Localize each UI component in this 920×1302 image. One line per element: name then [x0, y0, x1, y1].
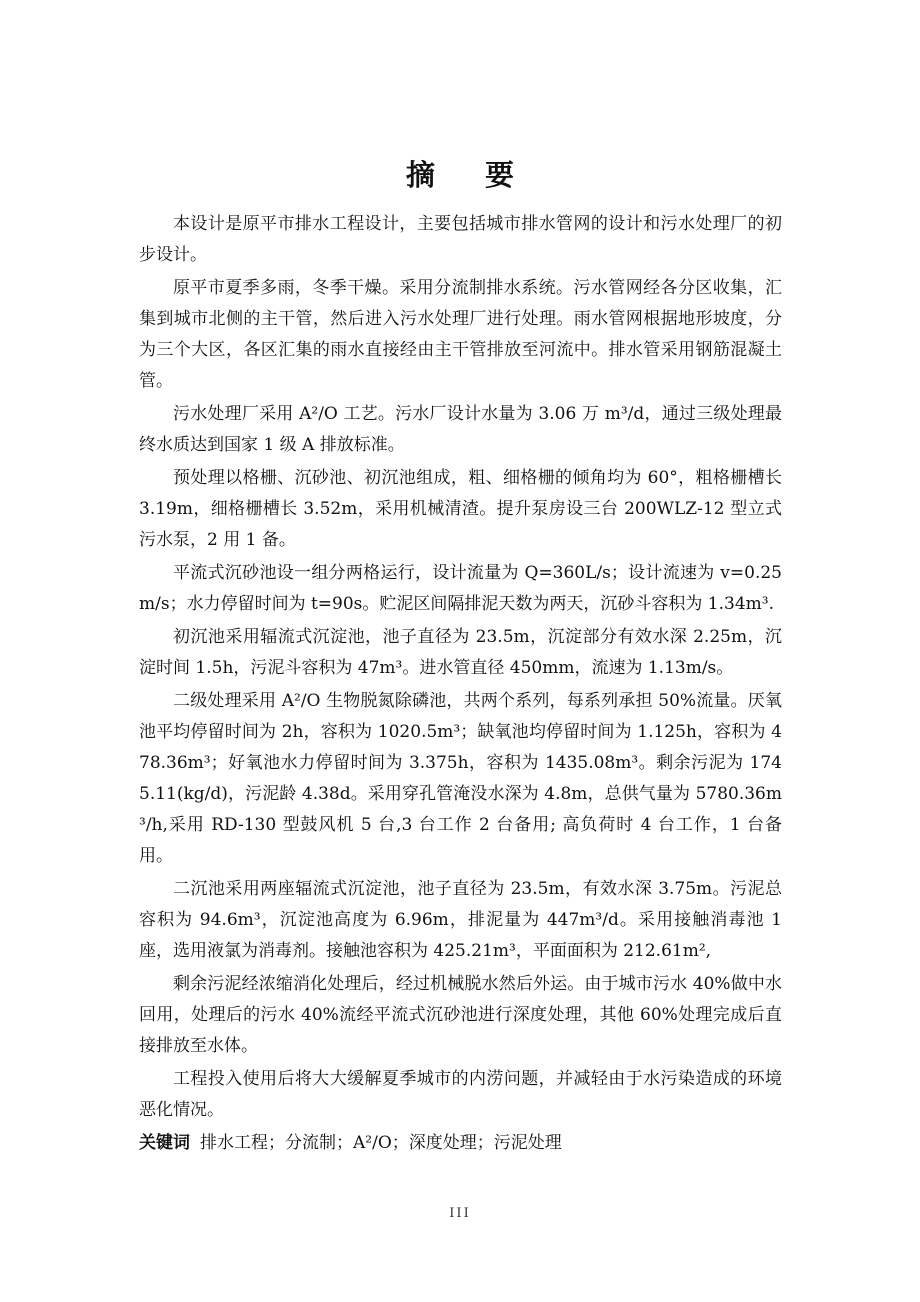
keywords-line — [139, 1128, 782, 1159]
keywords-label: 关键词 — [139, 1133, 190, 1153]
keywords-text: 排水工程；分流制；A²/O；深度处理；污泥处理 — [200, 1133, 562, 1153]
abstract-paragraph-4: 预处理以格栅、沉砂池、初沉池组成，粗、细格栅的倾角均为 60°，粗格栅槽长 3.19m，细格栅槽长 3.52m，采用机械清渣。提升泵房设三台 200WLZ-12 型立式污水泵，2 用 1 备。 — [139, 468, 782, 550]
abstract-paragraph-10: 工程投入使用后将大大缓解夏季城市的内涝问题，并减轻由于水污染造成的环境恶化情况。 — [139, 1069, 782, 1120]
abstract-paragraph-9: 剩余污泥经浓缩消化处理后，经过机械脱水然后外运。由于城市污水 40%做中水回用，处理后的污水 40%流经平流式沉砂池进行深度处理，其他 60%处理完成后直接排放至水体。 — [139, 974, 782, 1056]
page-number: III — [449, 1206, 471, 1221]
abstract-paragraph-1: 本设计是原平市排水工程设计，主要包括城市排水管网的设计和污水处理厂的初步设计。 — [139, 214, 782, 265]
abstract-paragraph-5: 平流式沉砂池设一组分两格运行，设计流量为 Q=360L/s；设计流速为 v=0.25m/s；水力停留时间为 t=90s。贮泥区间隔排泥天数为两天，沉砂斗容积为 1.34m³. — [139, 563, 782, 614]
abstract-body — [139, 209, 782, 1159]
abstract-paragraph-2: 原平市夏季多雨，冬季干燥。采用分流制排水系统。污水管网经各分区收集，汇集到城市北侧的主干管，然后进入污水处理厂进行处理。雨水管网根据地形坡度，分为三个大区，各区汇集的雨水直接经由主干管排放至河流中。排水管采用钢筋混凝土管。 — [139, 278, 782, 391]
abstract-paragraph-6: 初沉池采用辐流式沉淀池，池子直径为 23.5m，沉淀部分有效水深 2.25m，沉淀时间 1.5h，污泥斗容积为 47m³。进水管直径 450mm，流速为 1.13m/s。 — [139, 627, 782, 678]
abstract-paragraph-3: 污水处理厂采用 A²/O 工艺。污水厂设计水量为 3.06 万 m³/d，通过三级处理最终水质达到国家 1 级 A 排放标准。 — [139, 404, 782, 455]
abstract-title: 摘 要 — [405, 158, 535, 192]
abstract-paragraph-8: 二沉池采用两座辐流式沉淀池，池子直径为 23.5m，有效水深 3.75m。污泥总容积为 94.6m³，沉淀池高度为 6.96m，排泥量为 447m³/d。采用接触消毒池 1 座，选用液氯为消毒剂。接触池容积为 425.21m³，平面面积为 212.61m², — [139, 879, 782, 961]
abstract-paragraph-7: 二级处理采用 A²/O 生物脱氮除磷池，共两个系列，每系列承担 50%流量。厌氧池平均停留时间为 2h，容积为 1020.5m³；缺氧池均停留时间为 1.125h，容积为 478.36m³；好氧池水力停留时间为 3.375h，容积为 1435.08m³。剩余污泥为 1745.11(kg/d)，污泥龄 4.38d。采用穿孔管淹没水深为 4.8m，总供气量为 5780.36m³/h,采用 RD-130 型鼓风机 5 台,3 台工作 2 台备用; 高负荷时 4 台工作，1 台备用。 — [139, 691, 782, 866]
